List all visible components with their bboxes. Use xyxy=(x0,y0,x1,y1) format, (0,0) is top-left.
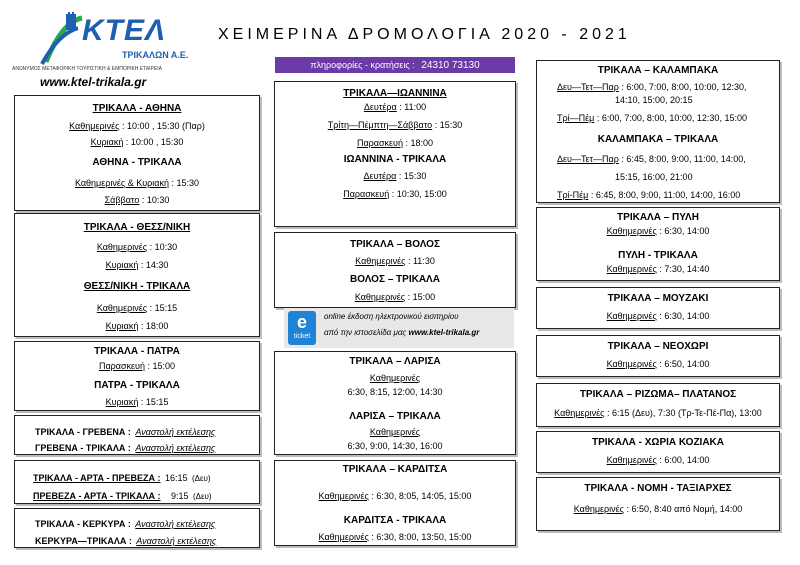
eticket-line1: online έκδοση ηλεκτρονικού εισιτηρίου xyxy=(324,312,459,321)
logo-city-name: ΤΡΙΚΑΛΩΝ xyxy=(122,50,169,60)
logo-suffix: Α.Ε. xyxy=(170,50,189,60)
route-title: ΤΡΙΚΑΛΑ – ΝΕΟΧΩΡΙ xyxy=(607,341,709,352)
times: : 10:30, 15:00 xyxy=(391,189,447,199)
schedule-line xyxy=(15,396,259,408)
day-label: Δευτέρα xyxy=(363,102,397,112)
route-title: ΠΡΕΒΕΖΑ - ΑΡΤΑ - ΤΡΙΚΑΛΑ : xyxy=(33,491,161,501)
route-title: ΤΡΙΚΑΛΑ - ΝΟΜΗ - ΤΑΞΙΑΡΧΕΣ xyxy=(584,483,732,494)
logo xyxy=(12,8,220,89)
times: : 6:00, 7:00, 8:00, 10:00, 12:30, xyxy=(621,82,747,92)
day-label: Καθημερινές xyxy=(369,373,421,383)
schedule-line xyxy=(537,503,779,515)
route-title: ΑΘΗΝΑ - ΤΡΙΚΑΛΑ xyxy=(92,157,182,168)
route-box-grevena xyxy=(14,415,260,455)
times: : 15:00 xyxy=(407,292,436,302)
logo-company: ΑΝΩΝΥΜΟΣ ΜΕΤΑΦΟΡΙΚΗ ΤΟΥΡΙΣΤΙΚΗ & ΕΜΠΟΡΙΚΗ ΕΤΑΙΡΕΙΑ xyxy=(12,66,162,72)
schedule-line xyxy=(15,320,259,332)
route-box-kalambaka xyxy=(536,60,780,203)
times: : 10:00 , 15:30 xyxy=(125,137,184,147)
day-label: Καθημερινές xyxy=(606,311,657,321)
day-label: Κυριακή xyxy=(90,137,124,147)
day-label: Καθημερινές xyxy=(354,292,406,302)
times-cont: 14:10, 15:00, 20:15 xyxy=(615,95,693,105)
day-label: Καθημερινές xyxy=(554,408,605,418)
route-title: ΘΕΣΣ/ΝΙΚΗ - ΤΡΙΚΑΛΑ xyxy=(83,281,191,292)
schedule-line xyxy=(15,194,259,206)
schedule-line xyxy=(33,468,211,486)
schedule-line xyxy=(275,119,515,131)
day-label: Κυριακή xyxy=(105,321,139,331)
day-label: Δευτέρα xyxy=(363,171,397,181)
status: Αναστολή εκτέλεσης xyxy=(135,443,216,453)
route-box-volos xyxy=(274,232,516,308)
route-box-karditsa xyxy=(274,460,516,546)
times: 9:15 xyxy=(170,491,189,501)
route-box-neoxori xyxy=(536,335,780,377)
times: : 18:00 xyxy=(140,321,169,331)
route-box-ioannina xyxy=(274,81,516,227)
schedule-line xyxy=(15,302,259,314)
route-title: ΤΡΙΚΑΛΑ—ΙΩΑΝΝΙΝΑ xyxy=(343,88,447,99)
day-label: Καθημερινές xyxy=(355,256,406,266)
route-title: ΚΕΡΚΥΡΑ—ΤΡΙΚΑΛΑ : xyxy=(35,536,132,546)
route-title: ΒΟΛΟΣ – ΤΡΙΚΑΛΑ xyxy=(350,274,440,285)
day-label: Καθημερινές xyxy=(96,242,148,252)
day-label: Καθημερινές & Κυριακή xyxy=(74,178,169,188)
times: : 15:00 xyxy=(147,361,176,371)
info-banner xyxy=(275,57,515,73)
day-label: Κυριακή xyxy=(105,397,139,407)
route-box-pyli xyxy=(536,207,780,281)
day-label: Τρί—Πέμ xyxy=(557,113,595,123)
day-label: Παρασκευή xyxy=(356,138,403,148)
route-title: ΚΑΡΔΙΤΣΑ - ΤΡΙΚΑΛΑ xyxy=(343,515,447,526)
times: 16:15 xyxy=(164,473,188,483)
schedule-line xyxy=(537,310,779,322)
route-box-arta xyxy=(14,460,260,504)
schedule-line xyxy=(15,360,259,372)
day-label: Καθημερινές xyxy=(318,491,369,501)
route-box-nomi xyxy=(536,477,780,531)
ktel-logo-icon xyxy=(38,12,86,70)
times: : 11:30 xyxy=(407,256,435,266)
eticket-line2 xyxy=(324,328,479,337)
route-box-rizoma xyxy=(536,383,780,427)
times: : 15:30 xyxy=(171,178,200,188)
schedule-line xyxy=(275,137,515,149)
schedule-line xyxy=(275,255,515,267)
schedule-line xyxy=(15,259,259,271)
schedule-line xyxy=(557,112,747,124)
times: : 6:00, 7:00, 8:00, 10:00, 12:30, 15:00 xyxy=(596,113,747,123)
route-title: ΤΡΙΚΑΛΑ - ΑΡΤΑ - ΠΡΕΒΕΖΑ : xyxy=(33,473,161,483)
times: : 6:50, 8:40 από Νομή, 14:00 xyxy=(626,504,743,514)
day-label: Καθημερινές xyxy=(96,303,148,313)
times: : 15:30 xyxy=(434,120,463,130)
schedule-line xyxy=(275,101,515,113)
times: : 6:15 (Δευ), 7:30 (Τρ-Τε-Πέ-Πα), 13:00 xyxy=(606,408,762,418)
schedule-line xyxy=(557,81,746,93)
schedule-line xyxy=(35,514,215,532)
times: : 10:30 xyxy=(149,242,178,252)
schedule-line xyxy=(275,188,515,200)
schedule-line xyxy=(537,407,779,419)
eticket-icon-letter: e xyxy=(296,312,307,332)
times: : 6:45, 8:00, 9:00, 11:00, 14:00, xyxy=(621,154,746,164)
eticket-text: από την ιστοσελίδα μας xyxy=(324,328,407,337)
schedule-line xyxy=(557,189,740,201)
route-title: ΚΑΛΑΜΠΑΚΑ – ΤΡΙΚΑΛΑ xyxy=(597,134,719,145)
day-label: Τρί-Πέμ xyxy=(557,190,589,200)
note: (Δευ) xyxy=(191,474,211,483)
day-label: Καθημερινές xyxy=(318,532,369,542)
day-label: Δευ—Τετ—Παρ xyxy=(557,82,619,92)
route-title: ΓΡΕΒΕΝΑ - ΤΡΙΚΑΛΑ : xyxy=(35,443,131,453)
times: 6:30, 9:00, 14:30, 16:00 xyxy=(347,441,443,451)
route-box-mouzaki xyxy=(536,287,780,329)
status: Αναστολή εκτέλεσης xyxy=(135,519,216,529)
page-title: ΧΕΙΜΕΡΙΝΑ ΔΡΟΜΟΛΟΓΙΑ 2020 - 2021 xyxy=(218,26,631,43)
times: : 15:15 xyxy=(140,397,169,407)
route-title: ΛΑΡΙΣΑ – ΤΡΙΚΑΛΑ xyxy=(349,411,441,422)
schedule-line xyxy=(15,241,259,253)
times: : 6:30, 8:05, 14:05, 15:00 xyxy=(371,491,472,501)
schedule-line xyxy=(557,153,746,165)
times: : 6:45, 8:00, 9:00, 11:00, 14:00, 16:00 xyxy=(590,190,741,200)
times: : 15:15 xyxy=(149,303,178,313)
times: : 7:30, 14:40 xyxy=(659,264,710,274)
route-title: ΤΡΙΚΑΛΑ – ΚΑΛΑΜΠΑΚΑ xyxy=(597,65,719,76)
eticket-icon-text: ticket xyxy=(293,333,311,340)
times: : 6:30, 14:00 xyxy=(659,311,710,321)
day-label: Δευ—Τετ—Παρ xyxy=(557,154,619,164)
schedule-line xyxy=(15,136,259,148)
day-label: Καθημερινές xyxy=(369,427,421,437)
schedule-line xyxy=(35,438,215,456)
route-title: ΙΩΑΝΝΙΝΑ - ΤΡΙΚΑΛΑ xyxy=(343,154,447,165)
schedule-line xyxy=(15,177,259,189)
times: : 18:00 xyxy=(405,138,434,148)
schedule-line xyxy=(537,454,779,466)
status: Αναστολή εκτέλεσης xyxy=(135,427,216,437)
route-title: ΤΡΙΚΑΛΑ - ΧΩΡΙΑ ΚΟΖΙΑΚΑ xyxy=(591,437,724,448)
day-label: Κυριακή xyxy=(105,260,139,270)
times: : 10:30 xyxy=(141,195,170,205)
route-title: ΤΡΙΚΑΛΑ - ΠΑΤΡΑ xyxy=(94,346,180,357)
schedule-line xyxy=(275,531,515,543)
day-label: Καθημερινές xyxy=(606,226,657,236)
info-phone[interactable]: 24310 73130 xyxy=(421,60,480,71)
logo-city xyxy=(122,50,188,60)
route-title: ΤΡΙΚΑΛΑ - ΓΡΕΒΕΝΑ : xyxy=(35,427,131,437)
day-label: Τρίτη—Πέμπτη—Σάββατο xyxy=(327,120,433,130)
times: : 15:30 xyxy=(398,171,427,181)
route-title: ΤΡΙΚΑΛΑ - ΑΘΗΝΑ xyxy=(92,103,182,114)
times: : 11:00 xyxy=(399,102,427,112)
status: Αναστολή εκτέλεσης xyxy=(136,536,217,546)
schedule-line xyxy=(35,531,216,549)
times: : 6:30, 14:00 xyxy=(659,226,710,236)
day-label: Καθημερινές xyxy=(69,121,120,131)
route-box-larisa xyxy=(274,351,516,455)
times-cont: 15:15, 16:00, 21:00 xyxy=(615,172,693,182)
eticket-banner xyxy=(284,308,514,348)
route-title: ΤΡΙΚΑΛΑ - ΘΕΣΣ/ΝΙΚΗ xyxy=(83,222,191,233)
times: 6:30, 8:15, 12:00, 14:30 xyxy=(347,387,443,397)
schedule-line xyxy=(275,291,515,303)
eticket-icon[interactable] xyxy=(288,311,316,345)
times: : 6:00, 14:00 xyxy=(659,455,710,465)
day-label: Καθημερινές xyxy=(606,359,657,369)
schedule-line xyxy=(537,225,779,237)
day-label: Καθημερινές xyxy=(606,455,657,465)
schedule-line xyxy=(15,120,259,132)
route-box-kerkyra xyxy=(14,508,260,548)
route-title: ΤΡΙΚΑΛΑ – ΛΑΡΙΣΑ xyxy=(349,356,441,367)
info-label: πληροφορίες - κρατήσεις : xyxy=(310,60,415,70)
route-title: ΤΡΙΚΑΛΑ – ΜΟΥΖΑΚΙ xyxy=(607,293,709,304)
day-label: Σάββατο xyxy=(104,195,140,205)
day-label: Καθημερινές xyxy=(606,264,657,274)
route-title: ΤΡΙΚΑΛΑ – ΒΟΛΟΣ xyxy=(350,239,440,250)
route-box-athina xyxy=(14,95,260,211)
schedule-line xyxy=(537,263,779,275)
route-title: ΤΡΙΚΑΛΑ – ΚΑΡΔΙΤΣΑ xyxy=(342,464,448,475)
times: : 10:00 , 15:30 (Παρ) xyxy=(121,121,205,131)
schedule-line xyxy=(275,170,515,182)
schedule-line xyxy=(537,358,779,370)
times: : 6:50, 14:00 xyxy=(659,359,710,369)
route-box-thess xyxy=(14,213,260,337)
eticket-link[interactable]: www.ktel-trikala.gr xyxy=(408,328,480,337)
day-label: Παρασκευή xyxy=(343,189,390,199)
day-label: Καθημερινές xyxy=(573,504,625,514)
route-title: ΤΡΙΚΑΛΑ – ΡΙΖΩΜΑ– ΠΛΑΤΑΝΟΣ xyxy=(579,389,737,400)
route-title: ΤΡΙΚΑΛΑ – ΠΥΛΗ xyxy=(617,212,699,223)
times: : 6:30, 8:00, 13:50, 15:00 xyxy=(371,532,472,542)
note: (Δευ) xyxy=(192,492,212,501)
schedule-line xyxy=(33,486,212,504)
logo-brand: ΚΤΕΛ xyxy=(82,14,167,47)
day-label: Παρασκευή xyxy=(98,361,145,371)
logo-website[interactable]: www.ktel-trikala.gr xyxy=(40,75,147,89)
schedule-line xyxy=(275,490,515,502)
route-title: ΤΡΙΚΑΛΑ - ΚΕΡΚΥΡΑ : xyxy=(35,519,131,529)
times: : 14:30 xyxy=(140,260,169,270)
route-box-koziaka xyxy=(536,431,780,473)
route-title: ΠΑΤΡΑ - ΤΡΙΚΑΛΑ xyxy=(94,380,180,391)
route-box-patra xyxy=(14,341,260,411)
route-title: ΠΥΛΗ - ΤΡΙΚΑΛΑ xyxy=(618,250,698,261)
